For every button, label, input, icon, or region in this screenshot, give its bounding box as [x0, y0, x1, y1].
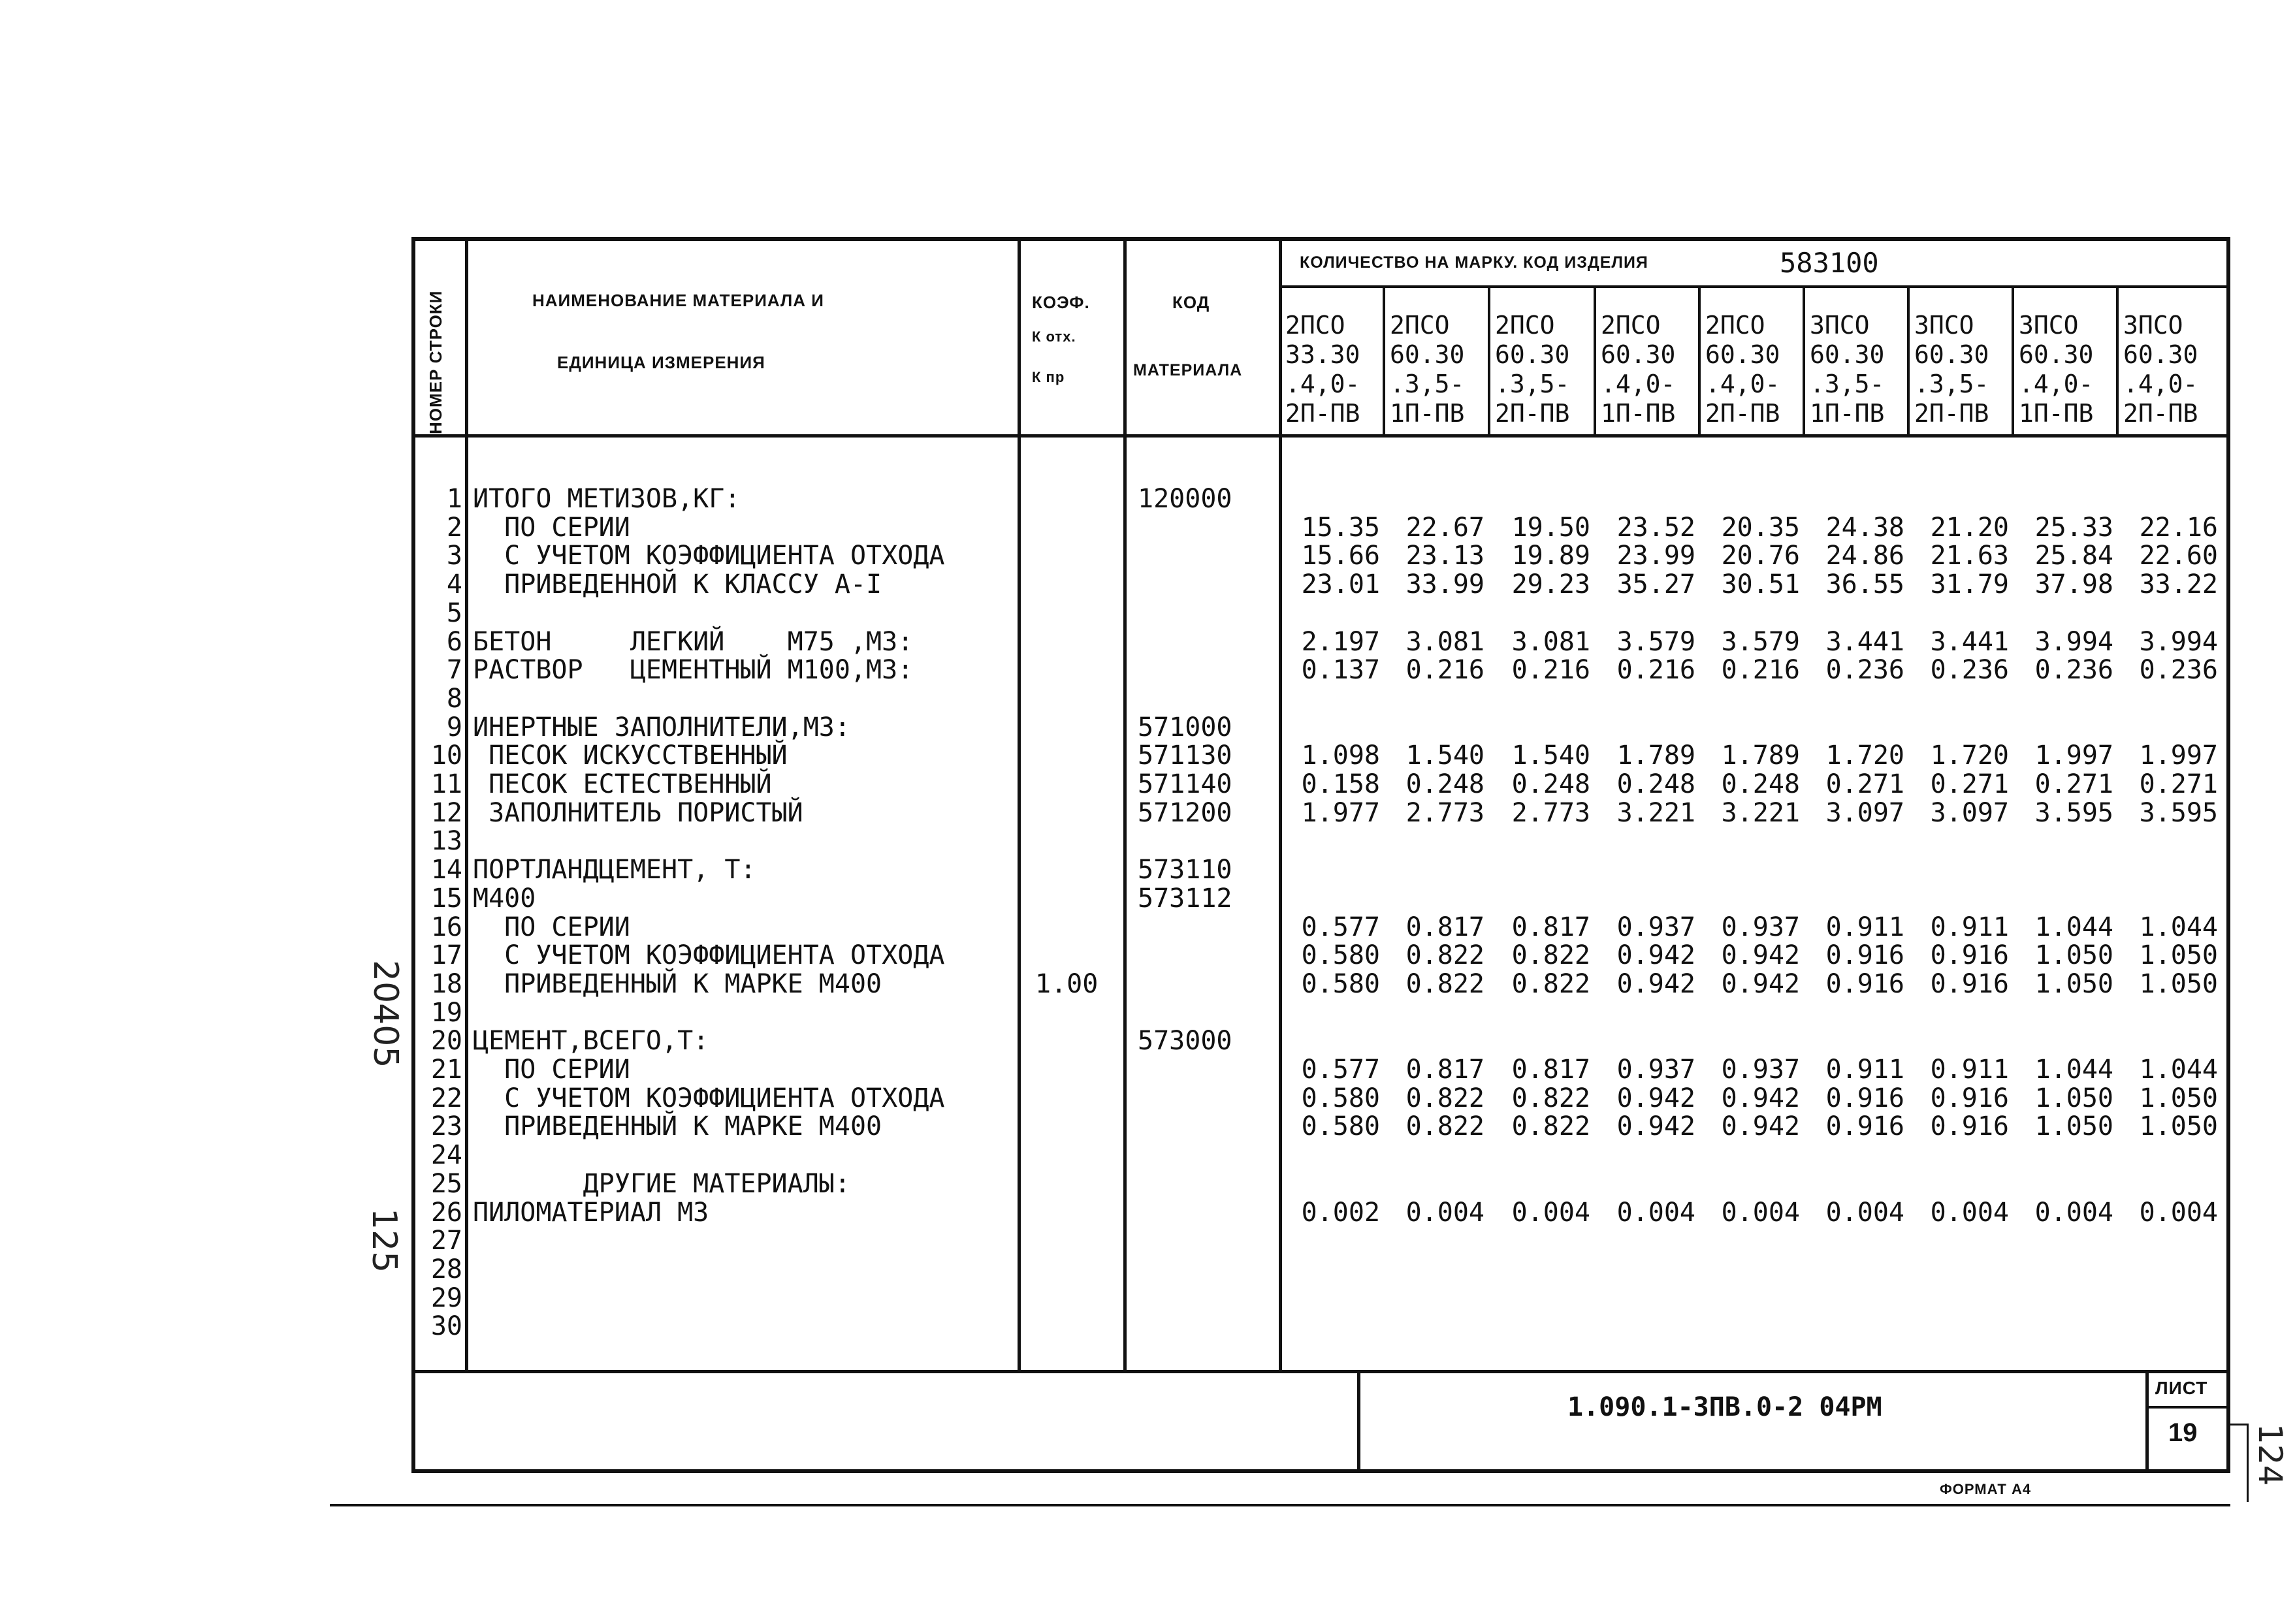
quantity-value: 1.050 — [2034, 969, 2113, 999]
material-name: ИНЕРТНЫЕ ЗАПОЛНИТЕЛИ,М3: — [473, 712, 850, 742]
quantity-value: 25.84 — [2034, 541, 2113, 571]
row-number: 16 — [430, 912, 462, 942]
quantity-value: 0.822 — [1511, 1083, 1590, 1113]
coefficient-value: 1.00 — [1035, 969, 1099, 999]
quantity-value: 1.997 — [2034, 740, 2113, 771]
material-code: 571200 — [1138, 798, 1232, 828]
product-code: 583100 — [1780, 247, 1879, 279]
row-number: 27 — [430, 1226, 462, 1256]
quantity-value: 0.822 — [1511, 940, 1590, 970]
quantity-value: 0.577 — [1301, 912, 1380, 942]
product-column-header-line: .3,5- — [1810, 371, 1885, 398]
row-number: 12 — [430, 798, 462, 828]
quantity-value: 0.942 — [1616, 940, 1695, 970]
document-code: 1.090.1-3ПВ.0-2 04РМ — [1567, 1392, 1882, 1422]
quantity-value: 15.66 — [1301, 541, 1380, 571]
frame-top — [411, 237, 2230, 241]
quantity-value: 0.216 — [1405, 655, 1485, 685]
product-column-header-line: 2ПСО — [1390, 312, 1450, 339]
quantity-value: 0.822 — [1511, 1111, 1590, 1141]
material-name: ПРИВЕДЕННЫЙ К МАРКЕ М400 — [473, 1111, 882, 1141]
product-column-header-line: 2П-ПВ — [1914, 400, 1989, 427]
material-name: С УЧЕТОМ КОЭФФИЦИЕНТА ОТХОДА — [473, 1083, 945, 1113]
quantity-value: 3.441 — [1930, 627, 2009, 657]
quantity-value: 1.789 — [1721, 740, 1800, 771]
coef-header-line1: КОЭФ. — [1032, 293, 1090, 312]
header-divider — [411, 434, 2230, 438]
quantity-value: 0.822 — [1405, 1111, 1485, 1141]
right-vert — [2247, 1424, 2249, 1502]
product-column-header-line: 60.30 — [1495, 342, 1570, 368]
material-code: 571140 — [1138, 769, 1232, 799]
titleblock-sheet-divider — [2145, 1406, 2229, 1409]
quantity-value: 0.004 — [1930, 1198, 2009, 1228]
quantity-value: 0.911 — [1825, 1055, 1904, 1085]
product-column-header-line: 2ПСО — [1601, 312, 1661, 339]
quantity-value: 23.13 — [1405, 541, 1485, 571]
quantity-value: 0.942 — [1721, 969, 1800, 999]
row-number: 22 — [430, 1083, 462, 1113]
quantity-value: 0.004 — [1825, 1198, 1904, 1228]
quantity-value: 1.050 — [2034, 1083, 2113, 1113]
quantity-value: 0.158 — [1301, 769, 1380, 799]
quantity-value: 0.916 — [1825, 969, 1904, 999]
row-number: 18 — [430, 969, 462, 999]
quantity-value: 1.050 — [2139, 1111, 2218, 1141]
quantity-value: 0.248 — [1616, 769, 1695, 799]
sheet-label: ЛИСТ — [2155, 1378, 2208, 1398]
quantity-value: 0.942 — [1721, 940, 1800, 970]
bottom-rule — [330, 1504, 2230, 1506]
quantity-value: 0.817 — [1405, 1055, 1485, 1085]
quantity-value: 0.937 — [1616, 1055, 1695, 1085]
quantity-value: 25.33 — [2034, 513, 2113, 543]
material-name: ПЕСОК ИСКУССТВЕННЫЙ — [473, 740, 788, 771]
quantity-value: 0.580 — [1301, 1083, 1380, 1113]
quantity-value: 0.937 — [1721, 1055, 1800, 1085]
quantity-value: 1.050 — [2139, 1083, 2218, 1113]
quantity-value: 0.248 — [1405, 769, 1485, 799]
quantity-value: 0.916 — [1930, 1083, 2009, 1113]
quantity-value: 0.580 — [1301, 940, 1380, 970]
quantity-value: 1.789 — [1616, 740, 1695, 771]
quantity-value: 35.27 — [1616, 569, 1695, 599]
col-line-rowno — [465, 237, 468, 1373]
quantity-value: 1.540 — [1511, 740, 1590, 771]
quantity-value: 3.221 — [1721, 798, 1800, 828]
titleblock-sheet-left — [2145, 1371, 2149, 1471]
material-name: ПО СЕРИИ — [473, 912, 630, 942]
quantity-value: 2.773 — [1405, 798, 1485, 828]
row-number: 20 — [430, 1026, 462, 1056]
quantity-value: 0.236 — [2139, 655, 2218, 685]
row-number: 7 — [446, 655, 462, 685]
quantity-value: 0.911 — [1825, 912, 1904, 942]
quantity-value: 3.595 — [2139, 798, 2218, 828]
product-column-header-line: .4,0- — [2019, 371, 2094, 398]
quantity-value: 31.79 — [1930, 569, 2009, 599]
quantity-value: 0.004 — [1616, 1198, 1695, 1228]
quantity-value: 3.579 — [1721, 627, 1800, 657]
quantity-value: 1.044 — [2139, 1055, 2218, 1085]
quantity-value: 0.817 — [1511, 1055, 1590, 1085]
quantity-value: 1.050 — [2034, 940, 2113, 970]
product-column-header-line: 60.30 — [2019, 342, 2094, 368]
product-column-header-line: 1П-ПВ — [1601, 400, 1676, 427]
margin-note-left-bottom: 125 — [364, 1208, 404, 1273]
row-number: 17 — [430, 940, 462, 970]
quantity-value: 0.248 — [1721, 769, 1800, 799]
quantity-value: 0.911 — [1930, 912, 2009, 942]
quantity-value: 19.89 — [1511, 541, 1590, 571]
material-name: ПИЛОМАТЕРИАЛ М3 — [473, 1198, 709, 1228]
quantity-value: 0.216 — [1721, 655, 1800, 685]
quantity-value: 0.937 — [1616, 912, 1695, 942]
body-divider — [411, 1370, 2230, 1373]
qty-header-divider — [1279, 285, 2229, 288]
product-column-header-line: 60.30 — [1390, 342, 1465, 368]
quantity-value: 0.942 — [1616, 1111, 1695, 1141]
row-number: 19 — [430, 998, 462, 1028]
material-code: 573112 — [1138, 884, 1232, 914]
quantity-value: 21.63 — [1930, 541, 2009, 571]
quantity-value: 0.004 — [1721, 1198, 1800, 1228]
quantity-value: 1.044 — [2034, 1055, 2113, 1085]
quantity-value: 1.977 — [1301, 798, 1380, 828]
row-number: 6 — [446, 627, 462, 657]
row-number: 23 — [430, 1111, 462, 1141]
row-number: 13 — [430, 826, 462, 856]
material-name: РАСТВОР ЦЕМЕНТНЫЙ М100,М3: — [473, 655, 914, 685]
material-name: ДРУГИЕ МАТЕРИАЛЫ: — [473, 1169, 850, 1199]
quantity-value: 0.236 — [1930, 655, 2009, 685]
margin-note-right: 124 — [2251, 1424, 2289, 1486]
material-code: 571130 — [1138, 740, 1232, 771]
quantity-value: 20.35 — [1721, 513, 1800, 543]
quantity-value: 0.942 — [1721, 1111, 1800, 1141]
product-column-header-line: .4,0- — [2123, 371, 2198, 398]
material-name: ИТОГО МЕТИЗОВ,КГ: — [473, 484, 741, 514]
quantity-value: 3.081 — [1511, 627, 1590, 657]
quantity-value: 0.216 — [1616, 655, 1695, 685]
material-name: ПЕСОК ЕСТЕСТВЕННЫЙ — [473, 769, 772, 799]
row-number: 3 — [446, 541, 462, 571]
product-column-header-line: 2П-ПВ — [1495, 400, 1570, 427]
material-name: ПРИВЕДЕННОЙ К КЛАССУ А-I — [473, 569, 882, 599]
quantity-value: 0.271 — [1825, 769, 1904, 799]
row-number: 10 — [430, 740, 462, 771]
quantity-value: 3.579 — [1616, 627, 1695, 657]
name-header-line2: ЕДИНИЦА ИЗМЕРЕНИЯ — [557, 353, 765, 372]
product-column-header-line: 1П-ПВ — [1390, 400, 1465, 427]
row-number: 21 — [430, 1055, 462, 1085]
quantity-value: 20.76 — [1721, 541, 1800, 571]
margin-note-left-top: 20405 — [366, 960, 405, 1068]
name-header-line1: НАИМЕНОВАНИЕ МАТЕРИАЛА И — [532, 291, 824, 310]
product-column-header-line: 3ПСО — [1810, 312, 1870, 339]
frame-bottom — [411, 1469, 2230, 1473]
material-name: ПРИВЕДЕННЫЙ К МАРКЕ М400 — [473, 969, 882, 999]
quantity-value: 3.081 — [1405, 627, 1485, 657]
qty-header-label: КОЛИЧЕСТВО НА МАРКУ. КОД ИЗДЕЛИЯ — [1300, 253, 1648, 272]
quantity-value: 15.35 — [1301, 513, 1380, 543]
material-name: ПО СЕРИИ — [473, 1055, 630, 1085]
row-number: 14 — [430, 855, 462, 885]
quantity-value: 2.773 — [1511, 798, 1590, 828]
quantity-value: 19.50 — [1511, 513, 1590, 543]
quantity-value: 3.441 — [1825, 627, 1904, 657]
quantity-value: 36.55 — [1825, 569, 1904, 599]
row-number: 15 — [430, 884, 462, 914]
quantity-value: 0.942 — [1616, 1083, 1695, 1113]
frame-left — [411, 237, 415, 1473]
product-column-header-line: 2П-ПВ — [1705, 400, 1780, 427]
quantity-value: 0.911 — [1930, 1055, 2009, 1085]
row-number: 25 — [430, 1169, 462, 1199]
material-name: ЗАПОЛНИТЕЛЬ ПОРИСТЫЙ — [473, 798, 803, 828]
quantity-value: 0.822 — [1405, 1083, 1485, 1113]
quantity-value: 21.20 — [1930, 513, 2009, 543]
product-column-header-line: .3,5- — [1390, 371, 1465, 398]
product-column-header-line: 2ПСО — [1495, 312, 1555, 339]
material-name: БЕТОН ЛЕГКИЙ М75 ,М3: — [473, 627, 914, 657]
code-header-line2: МАТЕРИАЛА — [1133, 361, 1243, 379]
quantity-value: 22.67 — [1405, 513, 1485, 543]
product-column-header-line: .4,0- — [1601, 371, 1676, 398]
quantity-value: 0.248 — [1511, 769, 1590, 799]
row-number: 4 — [446, 569, 462, 599]
material-code: 120000 — [1138, 484, 1232, 514]
row-number-header: НОМЕР СТРОКИ — [426, 290, 445, 434]
quantity-value: 1.720 — [1825, 740, 1904, 771]
quantity-value: 0.942 — [1616, 969, 1695, 999]
quantity-value: 0.004 — [1511, 1198, 1590, 1228]
frame-right — [2226, 237, 2230, 1473]
quantity-value: 0.817 — [1511, 912, 1590, 942]
product-column-header-line: 60.30 — [1810, 342, 1885, 368]
quantity-value: 24.86 — [1825, 541, 1904, 571]
quantity-value: 22.60 — [2139, 541, 2218, 571]
product-column-header-line: 60.30 — [1705, 342, 1780, 368]
quantity-value: 1.044 — [2034, 912, 2113, 942]
quantity-value: 37.98 — [2034, 569, 2113, 599]
row-number: 2 — [446, 513, 462, 543]
quantity-value: 0.137 — [1301, 655, 1380, 685]
product-column-header-line: 60.30 — [1601, 342, 1676, 368]
col-line-name — [1018, 237, 1021, 1373]
col-sep — [1594, 287, 1596, 436]
quantity-value: 0.004 — [2139, 1198, 2218, 1228]
row-number: 9 — [446, 712, 462, 742]
product-column-header-line: .4,0- — [1285, 371, 1360, 398]
product-column-header-line: .3,5- — [1495, 371, 1570, 398]
quantity-value: 0.916 — [1825, 1111, 1904, 1141]
quantity-value: 0.002 — [1301, 1198, 1380, 1228]
quantity-value: 22.16 — [2139, 513, 2218, 543]
quantity-value: 0.916 — [1930, 940, 2009, 970]
quantity-value: 0.236 — [1825, 655, 1904, 685]
quantity-value: 1.050 — [2034, 1111, 2113, 1141]
quantity-value: 3.595 — [2034, 798, 2113, 828]
product-column-header-line: 1П-ПВ — [1810, 400, 1885, 427]
material-name: С УЧЕТОМ КОЭФФИЦИЕНТА ОТХОДА — [473, 940, 945, 970]
material-name: С УЧЕТОМ КОЭФФИЦИЕНТА ОТХОДА — [473, 541, 945, 571]
quantity-value: 23.01 — [1301, 569, 1380, 599]
quantity-value: 33.99 — [1405, 569, 1485, 599]
quantity-value: 23.99 — [1616, 541, 1695, 571]
coef-header-line2: К отх. — [1032, 328, 1076, 345]
col-line-coef — [1123, 237, 1127, 1373]
row-number: 29 — [430, 1283, 462, 1313]
quantity-value: 1.720 — [1930, 740, 2009, 771]
quantity-value: 1.997 — [2139, 740, 2218, 771]
quantity-value: 29.23 — [1511, 569, 1590, 599]
quantity-value: 0.580 — [1301, 969, 1380, 999]
quantity-value: 0.822 — [1405, 969, 1485, 999]
quantity-value: 3.097 — [1930, 798, 2009, 828]
quantity-value: 0.236 — [2034, 655, 2113, 685]
quantity-value: 0.271 — [1930, 769, 2009, 799]
quantity-value: 1.050 — [2139, 969, 2218, 999]
titleblock-left — [1357, 1371, 1360, 1471]
quantity-value: 3.994 — [2139, 627, 2218, 657]
quantity-value: 3.994 — [2034, 627, 2113, 657]
quantity-value: 0.822 — [1405, 940, 1485, 970]
product-column-header-line: 33.30 — [1285, 342, 1360, 368]
row-number: 24 — [430, 1140, 462, 1170]
coef-header-line3: К пр — [1032, 369, 1065, 385]
material-name: ЦЕМЕНТ,ВСЕГО,Т: — [473, 1026, 709, 1056]
quantity-value: 0.937 — [1721, 912, 1800, 942]
format-label: ФОРМАТ А4 — [1940, 1481, 2032, 1497]
product-column-header-line: .3,5- — [1914, 371, 1989, 398]
product-column-header-line: 2П-ПВ — [2123, 400, 2198, 427]
row-number: 11 — [430, 769, 462, 799]
product-column-header-line: 60.30 — [1914, 342, 1989, 368]
product-column-header-line: 3ПСО — [2019, 312, 2079, 339]
product-column-header-line: 2ПСО — [1285, 312, 1345, 339]
quantity-value: 0.916 — [1825, 940, 1904, 970]
quantity-value: 1.098 — [1301, 740, 1380, 771]
quantity-value: 0.916 — [1930, 1111, 2009, 1141]
code-header-line1: КОД — [1172, 293, 1210, 312]
material-name: ПО СЕРИИ — [473, 513, 630, 543]
sheet-number: 19 — [2168, 1418, 2198, 1447]
quantity-value: 3.221 — [1616, 798, 1695, 828]
quantity-value: 2.197 — [1301, 627, 1380, 657]
material-name: М400 — [473, 884, 536, 914]
product-column-header-line: 1П-ПВ — [2019, 400, 2094, 427]
quantity-value: 1.044 — [2139, 912, 2218, 942]
material-code: 573000 — [1138, 1026, 1232, 1056]
right-tick — [2229, 1424, 2249, 1425]
material-code: 571000 — [1138, 712, 1232, 742]
quantity-value: 0.577 — [1301, 1055, 1380, 1085]
quantity-value: 33.22 — [2139, 569, 2218, 599]
row-number: 1 — [446, 484, 462, 514]
row-number: 26 — [430, 1198, 462, 1228]
row-number: 5 — [446, 598, 462, 628]
col-sep — [1488, 287, 1490, 436]
product-column-header-line: 2П-ПВ — [1285, 400, 1360, 427]
product-column-header-line: 3ПСО — [2123, 312, 2183, 339]
product-column-header-line: .4,0- — [1705, 371, 1780, 398]
row-number: 28 — [430, 1254, 462, 1284]
quantity-value: 0.271 — [2139, 769, 2218, 799]
product-column-header-line: 3ПСО — [1914, 312, 1974, 339]
quantity-value: 0.216 — [1511, 655, 1590, 685]
quantity-value: 24.38 — [1825, 513, 1904, 543]
product-column-header-line: 2ПСО — [1705, 312, 1765, 339]
quantity-value: 0.271 — [2034, 769, 2113, 799]
quantity-value: 0.004 — [2034, 1198, 2113, 1228]
row-number: 8 — [446, 684, 462, 714]
material-code: 573110 — [1138, 855, 1232, 885]
quantity-value: 3.097 — [1825, 798, 1904, 828]
quantity-value: 0.580 — [1301, 1111, 1380, 1141]
quantity-value: 0.004 — [1405, 1198, 1485, 1228]
quantity-value: 0.817 — [1405, 912, 1485, 942]
quantity-value: 23.52 — [1616, 513, 1695, 543]
material-name: ПОРТЛАНДЦЕМЕНТ, Т: — [473, 855, 756, 885]
product-column-header-line: 60.30 — [2123, 342, 2198, 368]
quantity-value: 1.540 — [1405, 740, 1485, 771]
quantity-value: 0.822 — [1511, 969, 1590, 999]
quantity-value: 0.916 — [1825, 1083, 1904, 1113]
quantity-value: 0.916 — [1930, 969, 2009, 999]
row-number: 30 — [430, 1311, 462, 1341]
quantity-value: 1.050 — [2139, 940, 2218, 970]
quantity-value: 30.51 — [1721, 569, 1800, 599]
quantity-value: 0.942 — [1721, 1083, 1800, 1113]
